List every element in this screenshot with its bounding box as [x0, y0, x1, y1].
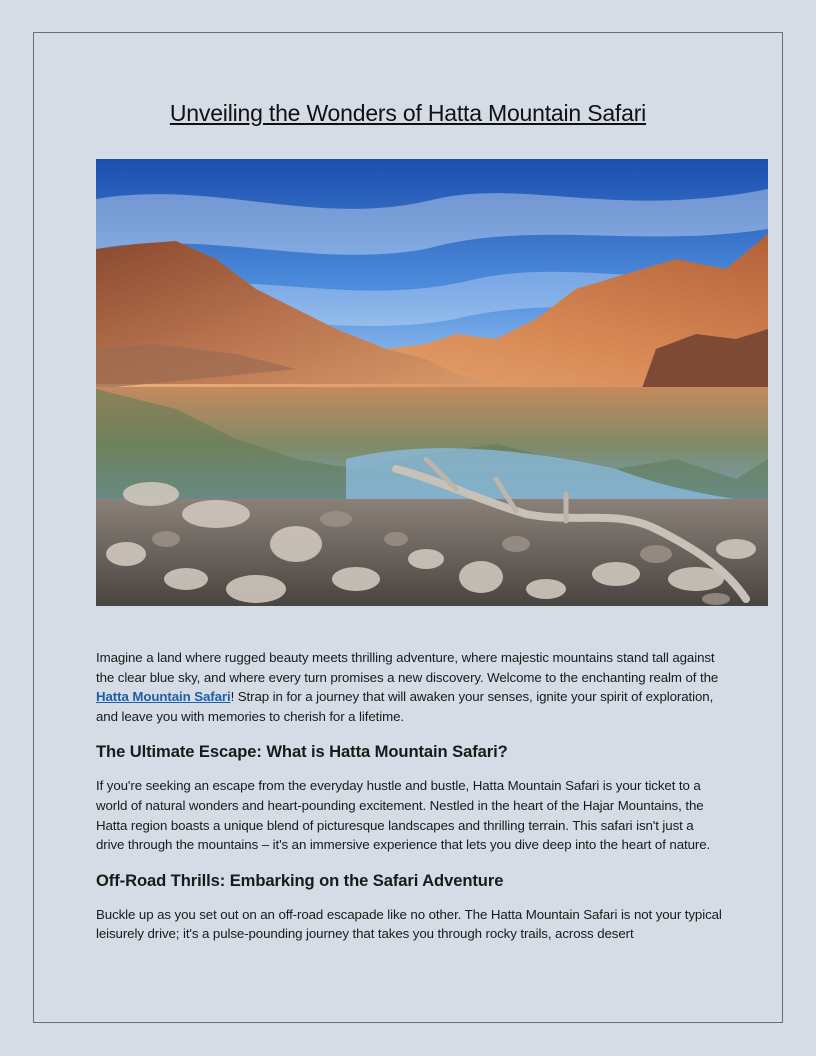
document-title: Unveiling the Wonders of Hatta Mountain Safari [169, 100, 647, 126]
intro-text-after-link: ! Strap in for a journey that will awaken your senses, ignite your spirit of exploration, and leave you with memories to cherish for a lifetime. [96, 689, 714, 724]
intro-text-before-link: Imagine a land where rugged beauty meets thrilling adventure, where majestic mountains stand tall against the clear blue sky, and where every turn promises a new discovery. Welcome to the enchanting realm of the [96, 650, 719, 685]
intro-paragraph [96, 648, 724, 726]
section-heading-off-road-thrills: Off-Road Thrills: Embarking on the Safari Adventure [96, 870, 504, 890]
article-body [96, 648, 724, 958]
section-body-ultimate-escape: If you're seeking an escape from the everyday hustle and bustle, Hatta Mountain Safari is your ticket to a world of natural wonders and heart-pounding excitement. Nestled in the heart of the Hajar Mountains, the Hatta region boasts a unique blend of picturesque landscapes and thrilling terrain. This safari isn't just a drive through the mountains – it's an immersive experience that lets you dive deep into the heart of nature. [96, 778, 711, 853]
hatta-mountain-safari-link[interactable]: Hatta Mountain Safari [96, 689, 231, 705]
hero-image [96, 159, 768, 606]
section-heading-ultimate-escape: The Ultimate Escape: What is Hatta Mountain Safari? [96, 742, 508, 762]
section-body-off-road-thrills: Buckle up as you set out on an off-road escapade like no other. The Hatta Mountain Safari is not your typical leisurely drive; it's a pulse-pounding journey that takes you through rocky trails, across desert [96, 906, 722, 942]
